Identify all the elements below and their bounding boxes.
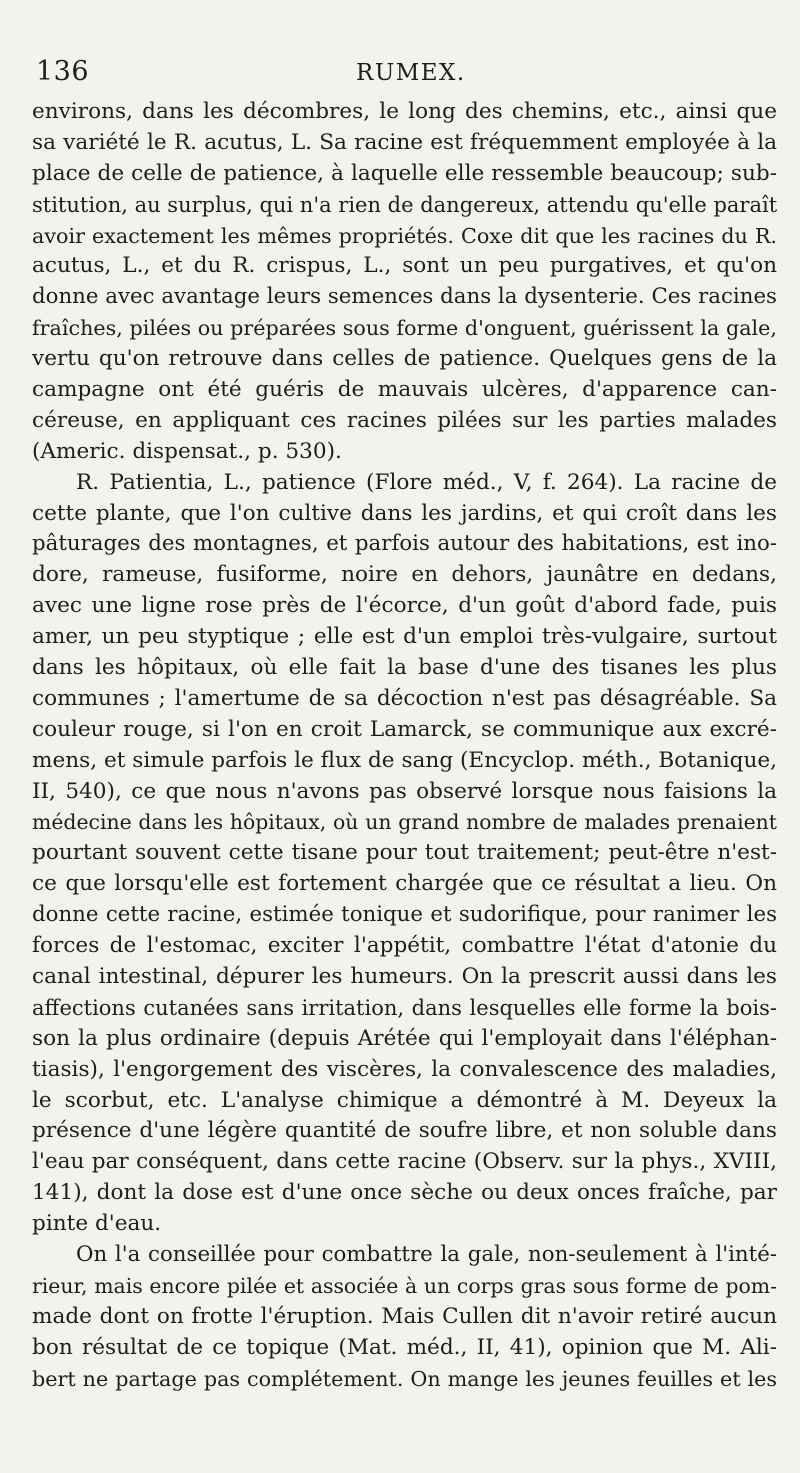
text-line: pâturages des montagnes, et parfois autour des habitations, est ino- xyxy=(32,531,777,557)
text-line: vertu qu'on retrouve dans celles de patience. Quelques gens de la xyxy=(32,346,777,372)
text-line: affections cutanées sans irritation, dans lesquelles elle forme la bois- xyxy=(32,995,777,1020)
text-line: On l'a conseillée pour combattre la gale, non-seulement à l'inté- xyxy=(76,1241,777,1267)
text-line: bon résultat de ce topique (Mat. méd., II, 41), opinion que M. Ali- xyxy=(32,1334,777,1360)
text-line: donne avec avantage leurs semences dans la dysenterie. Ces racines xyxy=(32,284,777,310)
text-line: couleur rouge, si l'on en croit Lamarck, se communique aux excré- xyxy=(32,716,777,742)
text-line: pourtant souvent cette tisane pour tout traitement; peut-être n'est- xyxy=(32,840,777,866)
text-line: pinte d'eau. xyxy=(32,1211,162,1237)
text-line: avoir exactement les mêmes propriétés. Coxe dit que les racines du R. xyxy=(32,223,777,248)
text-line: R. Patientia, L., patience (Flore méd., V, f. 264). La racine de xyxy=(76,469,777,495)
text-line: ce que lorsqu'elle est fortement chargée que ce résultat a lieu. On xyxy=(32,871,777,897)
text-line: fraîches, pilées ou préparées sous forme d'onguent, guérissent la gale, xyxy=(32,316,777,341)
text-line: place de celle de patience, à laquelle elle ressemble beaucoup; sub- xyxy=(32,160,777,186)
text-line: avec une ligne rose près de l'écorce, d'un goût d'abord fade, puis xyxy=(32,593,777,619)
text-line: (Americ. dispensat., p. 530). xyxy=(32,438,342,464)
text-line: médecine dans les hôpitaux, où un grand nombre de malades prenaient xyxy=(32,810,777,835)
text-line: 141), dont la dose est d'une once sèche ou deux onces fraîche, par xyxy=(32,1180,777,1206)
text-line: céreuse, en appliquant ces racines pilées sur les parties malades xyxy=(32,407,777,433)
text-line: cette plante, que l'on cultive dans les jardins, et qui croît dans les xyxy=(32,500,777,526)
text-line: amer, un peu styptique ; elle est d'un emploi très-vulgaire, surtout xyxy=(32,624,777,650)
text-line: rieur, mais encore pilée et associée à un corps gras sous forme de pom- xyxy=(32,1273,777,1298)
text-line: le scorbut, etc. L'analyse chimique a démontré à M. Deyeux la xyxy=(32,1087,777,1113)
text-line: II, 540), ce que nous n'avons pas observé lorsque nous faisions la xyxy=(32,778,777,804)
text-line: dore, rameuse, fusiforme, noire en dehors, jaunâtre en dedans, xyxy=(32,562,777,588)
text-line: tiasis), l'engorgement des viscères, la convalescence des maladies, xyxy=(32,1056,777,1082)
text-line: présence d'une légère quantité de soufre libre, et non soluble dans xyxy=(32,1118,777,1144)
text-line: dans les hôpitaux, où elle fait la base d'une des tisanes les plus xyxy=(32,655,777,681)
page-header xyxy=(36,52,776,92)
page-number: 136 xyxy=(36,56,90,87)
text-line: campagne ont été guéris de mauvais ulcères, d'apparence can- xyxy=(32,377,777,403)
text-line: canal intestinal, dépurer les humeurs. On la prescrit aussi dans les xyxy=(32,963,777,989)
text-line: environs, dans les décombres, le long des chemins, etc., ainsi que xyxy=(32,99,777,124)
text-line: acutus, L., et du R. crispus, L., sont un peu purgatives, et qu'on xyxy=(32,253,777,279)
text-line: bert ne partage pas complétement. On mange les jeunes feuilles et les xyxy=(32,1366,777,1391)
text-line: mens, et simule parfois le flux de sang (Encyclop. méth., Botanique, xyxy=(32,747,777,773)
body-text xyxy=(32,97,777,1394)
text-line: made dont on frotte l'éruption. Mais Cullen dit n'avoir retiré aucun xyxy=(32,1303,777,1329)
text-line: stitution, au surplus, qui n'a rien de dangereux, attendu qu'elle paraît xyxy=(32,192,777,217)
text-line: sa variété le R. acutus, L. Sa racine est fréquemment employée à la xyxy=(32,129,777,155)
text-line: l'eau par conséquent, dans cette racine (Observ. sur la phys., XVIII, xyxy=(32,1149,777,1175)
text-line: forces de l'estomac, exciter l'appétit, combattre l'état d'atonie du xyxy=(32,933,777,959)
running-head: RUMEX. xyxy=(356,60,466,86)
text-line: son la plus ordinaire (depuis Arétée qui l'employait dans l'éléphan- xyxy=(32,1025,777,1051)
text-line: communes ; l'amertume de sa décoction n'est pas désagréable. Sa xyxy=(32,685,777,711)
text-line: donne cette racine, estimée tonique et sudorifique, pour ranimer les xyxy=(32,902,777,928)
